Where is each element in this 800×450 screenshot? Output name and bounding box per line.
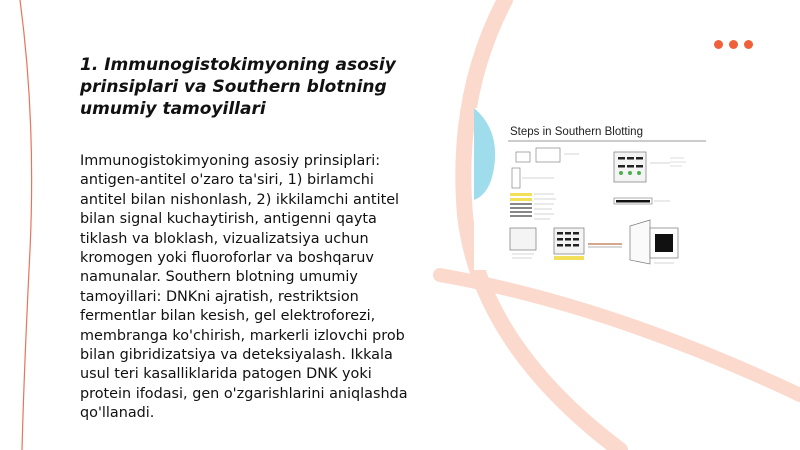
southern-blot-figure [474,108,724,270]
blue-edge-shape [474,108,495,200]
dot-1 [714,40,723,49]
slide-body-text: Immunogistokimyoning asosiy prinsiplari: antigen-antitel o'zaro ta'siri, 1) birlamchi antitel bilan nishonlash, 2) ikkilamchi antitel bilan signal kuchaytirish, antigenni qayta tiklash va bloklash, vizualizatsiya uchun kromogen yoki fluoroforlar va boshqaruv namunalar. Southern blotning umumiy tamoyillari: DNKni ajratish, restriktsion fermentlar bilan kesish, gel elektroforezi, membranga ko'chirish, markerli izlovchi prob bilan gibridizatsiya va deteksiyalash. Ikkala usul teri kasalliklarida patogen DNK yoki protein ifodasi, gen o'zgarishlarini aniqlashda qo'llanadi. [80,153,408,422]
dot-2 [729,40,738,49]
dot-3 [744,40,753,49]
lower-arc [440,275,800,395]
figure-title: Steps in Southern Blotting [510,126,643,138]
slide-title: 1. Immunogistokimyoning asosiy prinsiplari va Southern blotning umumiy tamoyillari [80,55,396,119]
dots-decoration [714,40,753,49]
left-edge-line [20,0,32,450]
